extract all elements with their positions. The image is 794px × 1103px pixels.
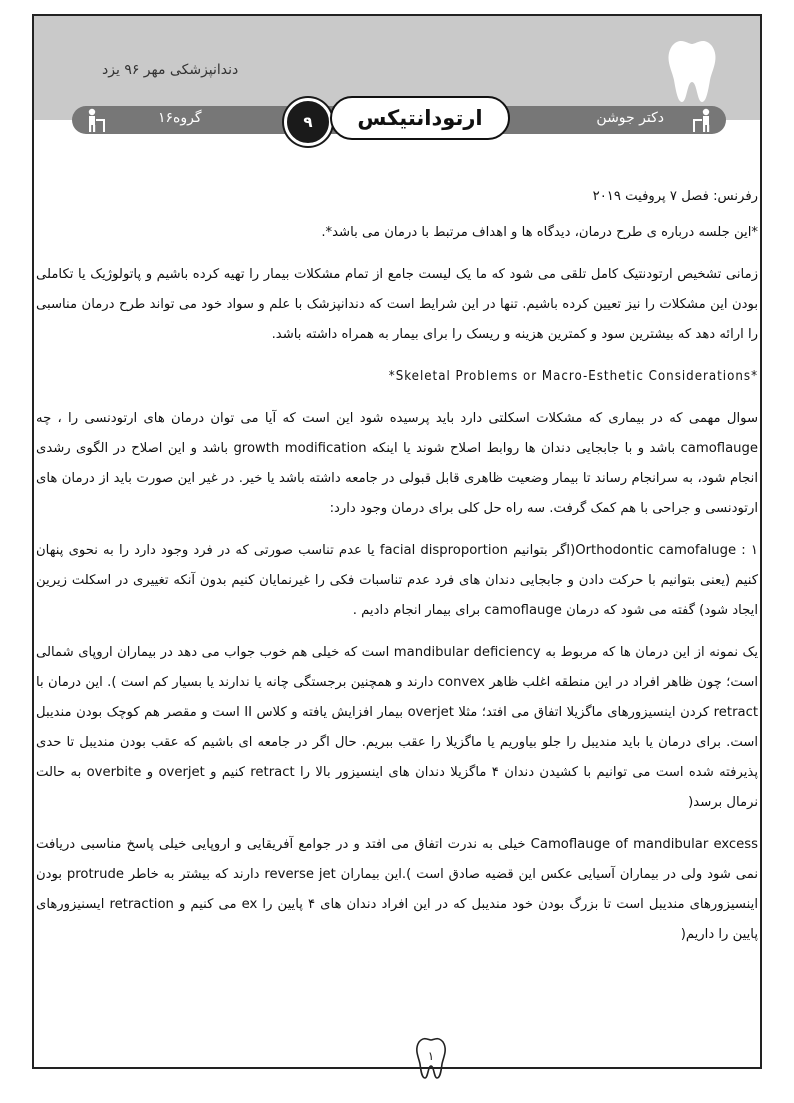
teacher-name: دکتر جوشن [596, 110, 664, 126]
body-text [36, 182, 758, 962]
paragraph-orthodontic-camouflage: ۱ : Orthodontic camofaluge(اگر بتوانیم facial disproportion یا عدم تناسب صورتی که در فرد وجود دارد را به نحوی پنهان کنیم (یعنی بتوانیم با حرکت دادن و جابجایی دندان های فرد عدم تناسبات فکی را غیرنمایان کنیم بدون آنکه تغییری در اسکلت زیرین ایجاد شود) گفته می شود که درمان camoflauge برای بیمار انجام دادیم . [36, 543, 758, 618]
lecturer-icon-right [692, 107, 718, 133]
lecturer-icon [80, 107, 106, 133]
school-title: دندانپزشکی مهر ۹۶ یزد [102, 62, 239, 78]
paragraph-diagnosis: زمانی تشخیص ارتودنتیک کامل تلقی می شود که ما یک لیست جامع از تمام مشکلات بیمار را تهیه کرده باشیم و پاتولوژیک یا تکاملی بودن این مشکلات را نیز تعیین کرده باشیم. تنها در این شرایط است که دندانپزشک با علم و سواد خود می تواند طرح درمان مناسبی را ارائه دهد که بیشترین سود و کمترین هزینه و ریسک را برای بیمار به همراه داشته باشد. [36, 267, 758, 342]
paragraph-skeletal-question: سوال مهمی که در بیماری که مشکلات اسکلتی دارد باید پرسیده شود این است که آیا می توان درمان های ارتودنسی را ، چه camoflauge باشد و با جابجایی دندان ها روابط اصلاح شوند یا اینکه growth modification باشد و این اصلاح در الگوی رشدی انجام شود، به سرانجام رساند تا بیمار وضعیت ظاهری قابل قبولی در جامعه داشته باشد یا خیر. در غیر این صورت باید از درمان های ارتودنسی و جراحی با هم کمک گرفت. سه راه حل کلی برای درمان وجود دارد: [36, 411, 758, 516]
group-label: گروه۱۶ [158, 110, 202, 126]
session-intro: *این جلسه درباره ی طرح درمان، دیدگاه ها و اهداف مرتبط با درمان می باشد*. [321, 225, 758, 240]
footer-tooth-icon [414, 1036, 448, 1080]
lecture-number-badge: ۹ [284, 98, 332, 146]
page-number: ۱ [427, 1049, 435, 1063]
reference-line: رفرنس: فصل ۷ پروفیت ۲۰۱۹ [592, 189, 758, 204]
section-heading-skeletal: *Skeletal Problems or Macro-Esthetic Considerations* [388, 369, 758, 384]
subject-title: ارتودانتیکس [330, 96, 510, 140]
paragraph-mandibular-deficiency: یک نمونه از این درمان ها که مربوط به mandibular deficiency است که خیلی هم خوب جواب می دهد در بیماران اروپای شمالی است؛ چون ظاهر افراد در این منطقه اغلب ظاهر convex دارند و همچنین برجستگی چانه یا ندارند یا بسیار کم است ). این درمان با retract کردن اینسیزورهای ماگزیلا اتفاق می افتد؛ مثلا overjet بیمار افزایش یافته و کلاس II است و مقصر هم کوچک بودن مندیبل است. برای درمان یا باید مندیبل را جلو بیاوریم یا ماگزیلا را عقب ببریم. حال اگر در جامعه ای باشیم که عقب بودن مندیبل تا حدی پذیرفته شده است می توانیم با کشیدن دندان ۴ ماگزیلا دندان های اینسیزور بالا را retract کنیم و overjet و overbite به حالت نرمال برسد( [36, 645, 759, 810]
tooth-logo-icon [664, 36, 720, 104]
paragraph-mandibular-excess: Camoflauge of mandibular excess خیلی به ندرت اتفاق می افتد و در جوامع آفریقایی و اروپایی خیلی پاسخ مناسبی دریافت نمی شود ولی در بیماران آسیایی عکس این قضیه صادق است ).این بیماران reverse jet دارند که بیشتر به خاطر protrude بودن اینسیزورهای مندیبل است تا بزرگ بودن خود مندیبل که در این افراد دندان های ۴ پایین را ex می کنیم و retraction ایسنیزورهای پایین را داریم( [36, 837, 758, 942]
